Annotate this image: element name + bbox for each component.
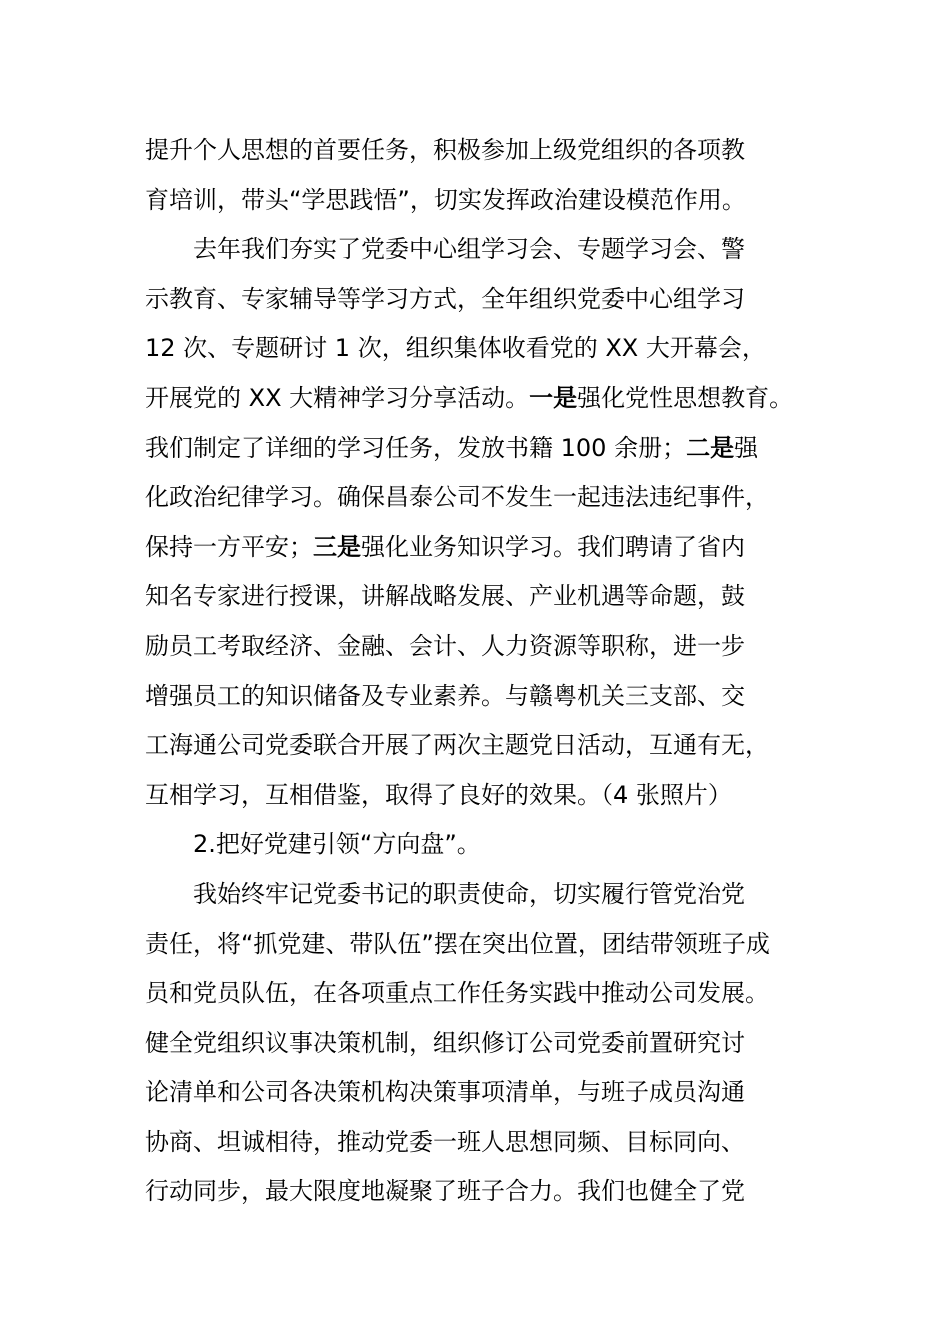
text-line: [145, 920, 825, 970]
text-line: [145, 324, 825, 374]
text-segment: 工海通公司党委联合开展了两次主题党日活动，互通有无，: [145, 731, 769, 760]
text-line: [145, 424, 825, 474]
text-segment: 去年我们夯实了党委中心组学习会、专题学习会、警: [193, 235, 745, 264]
text-segment: 开展党的 XX 大精神学习分享活动。: [145, 383, 530, 412]
bold-enumerator: 一是: [529, 383, 578, 412]
text-segment: 论清单和公司各决策机构决策事项清单，与班子成员沟通: [145, 1078, 745, 1107]
text-segment: 行动同步，最大限度地凝聚了班子合力。我们也健全了党: [145, 1177, 745, 1206]
text-segment: 健全党组织议事决策机制，组织修订公司党委前置研究讨: [145, 1028, 745, 1057]
text-line: [145, 721, 825, 771]
text-line: [145, 176, 825, 226]
text-segment: 我们制定了详细的学习任务，发放书籍 100 余册；: [145, 433, 687, 462]
text-segment: 员和党员队伍，在各项重点工作任务实践中推动公司发展。: [145, 979, 769, 1008]
bold-enumerator: 三是: [313, 532, 361, 561]
text-segment: 强化业务知识学习。我们聘请了省内: [361, 532, 745, 561]
text-segment: 示教育、专家辅导等学习方式，全年组织党委中心组学习: [145, 284, 745, 313]
text-line: [145, 225, 825, 275]
text-segment: 提升个人思想的首要任务，积极参加上级党组织的各项教: [145, 136, 745, 164]
text-line: [145, 870, 825, 920]
text-segment: 强化党性思想教育。: [577, 383, 794, 412]
text-line: [145, 1068, 825, 1118]
text-line: [145, 1167, 825, 1217]
text-segment: 2.把好党建引领“方向盘”。: [193, 830, 481, 859]
text-segment: 化政治纪律学习。确保昌泰公司不发生一起违法违纪事件，: [145, 483, 769, 512]
text-line: [145, 969, 825, 1019]
text-line: [145, 622, 825, 672]
text-line: [145, 126, 825, 176]
text-segment: 知名专家进行授课，讲解战略发展、产业机遇等命题，鼓: [145, 582, 745, 611]
text-segment: 增强员工的知识储备及专业素养。与赣粤机关三支部、交: [145, 681, 745, 710]
text-segment: 育培训，带头“学思践悟”，切实发挥政治建设模范作用。: [145, 185, 746, 214]
text-line: [145, 672, 825, 722]
text-segment: 12 次、专题研讨 1 次，组织集体收看党的 XX 大开幕会，: [145, 334, 766, 363]
text-segment: 我始终牢记党委书记的职责使命，切实履行管党治党: [193, 879, 745, 908]
text-segment: 协商、坦诚相待，推动党委一班人思想同频、目标同向、: [145, 1127, 745, 1156]
text-line: [145, 523, 825, 573]
text-segment: 责任，将“抓党建、带队伍”摆在突出位置，团结带领班子成: [145, 929, 770, 958]
text-line: [145, 473, 825, 523]
text-segment: 互相学习，互相借鉴，取得了良好的效果。（4 张照片）: [145, 780, 732, 809]
text-line: [145, 1118, 825, 1168]
text-segment: 强: [734, 433, 759, 462]
text-line: [145, 771, 825, 821]
text-line: [145, 275, 825, 325]
body-text: [145, 126, 825, 1217]
text-line: [145, 572, 825, 622]
text-segment: 保持一方平安；: [145, 532, 313, 561]
text-line: [145, 1019, 825, 1069]
text-line: [145, 374, 825, 424]
text-line: [145, 820, 825, 870]
bold-enumerator: 二是: [686, 433, 735, 462]
text-segment: 励员工考取经济、金融、会计、人力资源等职称，进一步: [145, 631, 745, 660]
